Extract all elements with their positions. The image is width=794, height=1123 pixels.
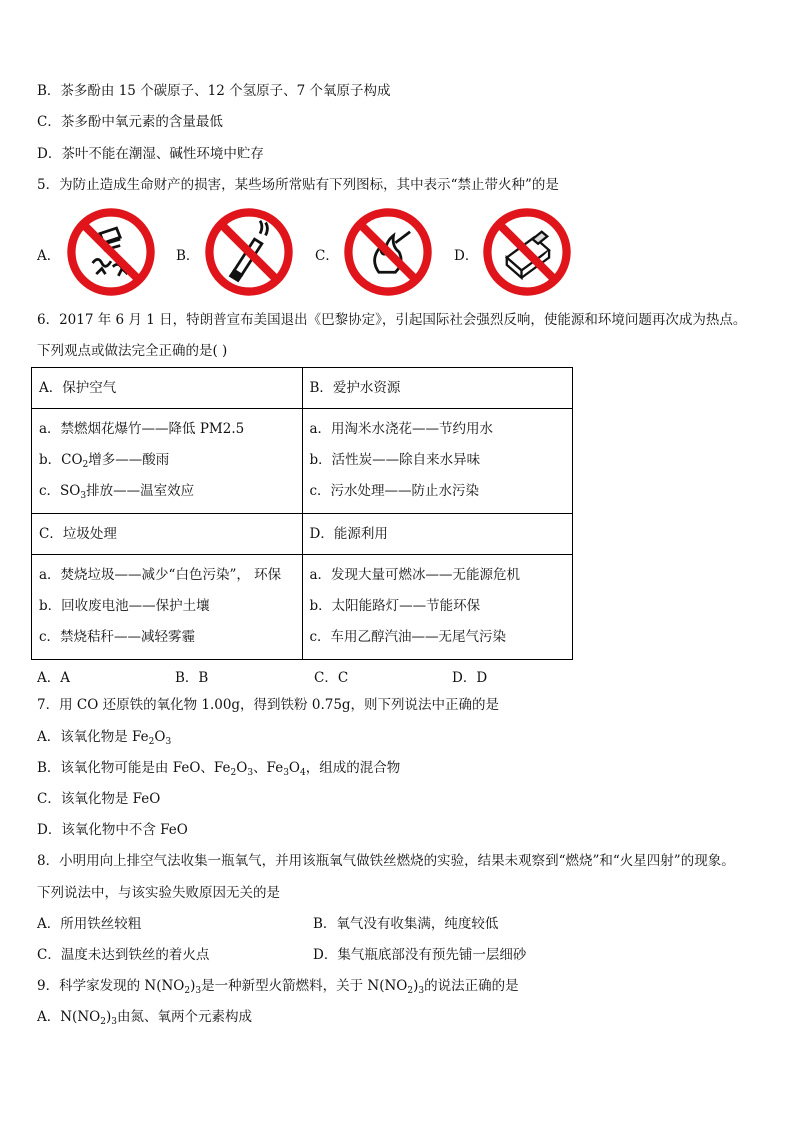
answer-choice: C．C	[314, 670, 349, 686]
option-d-cell	[302, 555, 573, 660]
question-4-option-b: B．茶多酚由 15 个碳原子、12 个氢原子、7 个氧原子构成	[37, 83, 391, 99]
question-7-option-a: A．该氧化物是 $Fe_2O_3$	[37, 729, 172, 747]
option-c-item: c．禁烧秸秆——减轻雾霾	[39, 629, 196, 645]
answer-choice: B．B	[175, 670, 209, 686]
no-fireworks-icon	[65, 206, 157, 298]
question-7-option-b: B．该氧化物可能是由 FeO、$Fe_2O_3$、$Fe_3O_4$，组成的混合物	[37, 760, 401, 778]
question-4-option-c: C．茶多酚中氧元素的含量最低	[37, 114, 223, 130]
option-d-item: b．太阳能路灯——节能环保	[309, 598, 481, 614]
question-8-option-b: B．氧气没有收集满，纯度较低	[313, 916, 499, 932]
question-8-option-a: A．所用铁丝较粗	[37, 916, 142, 932]
question-7-option-d: D．该氧化物中不含 FeO	[37, 822, 188, 838]
option-c-item: a．焚烧垃圾——减少“白色污染”， 环保	[39, 567, 282, 583]
answer-choice: D．D	[452, 670, 488, 686]
question-5-stem: 5．为防止造成生命财产的损害，某些场所常贴有下列图标，其中表示“禁止带火种”的是	[37, 177, 559, 193]
question-8-option-c: C．温度未达到铁丝的着火点	[37, 947, 210, 963]
sign-label-b: B．	[176, 248, 200, 264]
no-open-flame-icon	[342, 206, 434, 298]
option-b-item: a．用淘米水浇花——节约用水	[309, 421, 494, 437]
option-a-title: A．保护空气	[32, 368, 303, 409]
option-c-cell	[32, 555, 303, 660]
option-d-item: a．发现大量可燃冰——无能源危机	[309, 567, 521, 583]
question-8-row-1	[37, 915, 597, 933]
sign-options	[37, 206, 597, 301]
option-a-cell	[32, 409, 303, 514]
question-9-option-a: A．$N(NO_2)_3$由氮、氧两个元素构成	[37, 1009, 252, 1027]
question-7-stem: 7．用 CO 还原铁的氧化物 1.00g，得到铁粉 0.75g，则下列说法中正确的是	[37, 697, 500, 713]
question-8-row-2	[37, 946, 597, 964]
question-7-option-c: C．该氧化物是 FeO	[37, 791, 161, 807]
option-d-title: D．能源利用	[302, 514, 573, 555]
question-6-prompt: 下列观点或做法完全正确的是( )	[37, 343, 228, 359]
answer-choice: A．A	[37, 670, 70, 686]
question-9-stem: 9．科学家发现的 $N(NO_2)_3$是一种新型火箭燃料，关于 $N(NO_2)_3$的说法正确的是	[37, 978, 519, 996]
option-b-item: c．污水处理——防止水污染	[309, 483, 480, 499]
option-c-title: C．垃圾处理	[32, 514, 303, 555]
question-6-stem: 6．2017 年 6 月 1 日，特朗普宣布美国退出《巴黎协定》，引起国际社会强烈反响，使能源和环境问题再次成为热点。	[37, 312, 747, 328]
option-a-item: b．$CO_2$增多——酸雨	[39, 452, 170, 470]
option-c-item: b．回收废电池——保护土壤	[39, 598, 210, 614]
question-8-option-d: D．集气瓶底部没有预先铺一层细砂	[313, 947, 527, 963]
sign-label-c: C．	[315, 248, 339, 264]
no-matches-icon	[481, 206, 573, 298]
question-8-prompt: 下列说法中，与该实验失败原因无关的是	[37, 885, 280, 901]
question-4-option-d: D．茶叶不能在潮湿、碱性环境中贮存	[37, 146, 264, 162]
options-table	[31, 367, 573, 660]
option-d-item: c．车用乙醇汽油——无尾气污染	[309, 629, 507, 645]
option-a-item: c．$SO_3$排放——温室效应	[39, 483, 195, 501]
option-b-item: b．活性炭——除自来水异味	[309, 452, 481, 468]
sign-label-a: A．	[37, 248, 61, 264]
option-b-title: B．爱护水资源	[302, 368, 573, 409]
option-a-item: a．禁燃烟花爆竹——降低 PM2.5	[39, 421, 245, 437]
sign-label-d: D．	[454, 248, 479, 264]
option-b-cell	[302, 409, 573, 514]
question-8-stem: 8．小明用向上排空气法收集一瓶氧气，并用该瓶氧气做铁丝燃烧的实验，结果未观察到“燃烧”和“火星四射”的现象。	[37, 853, 735, 869]
no-smoking-icon	[203, 206, 295, 298]
